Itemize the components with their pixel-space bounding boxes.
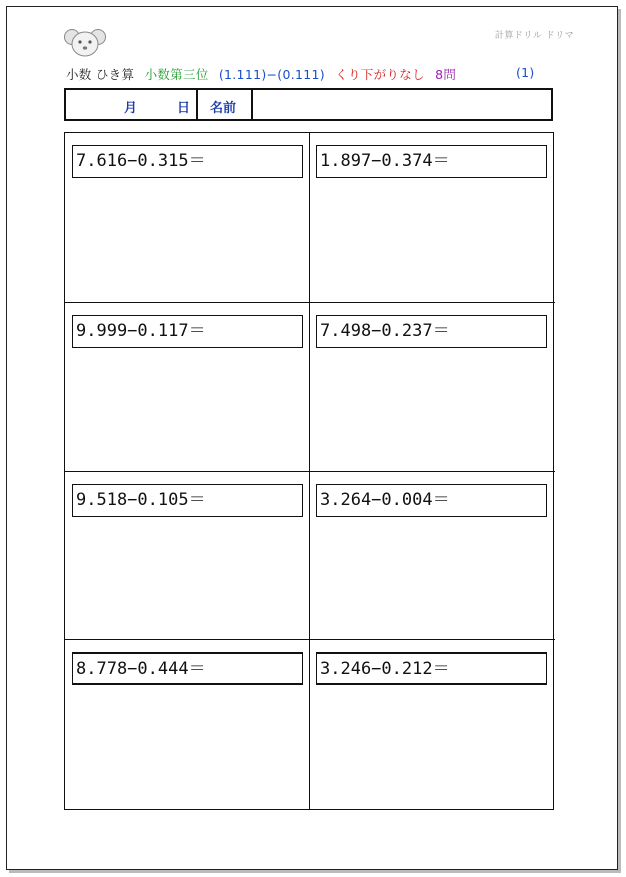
problem-cell [310,303,555,472]
problem-expression: 1.897−0.374＝ [316,145,547,178]
name-label: 名前 [210,101,237,116]
sheet-number: (1) [516,65,535,80]
problem-cell [65,133,310,303]
worksheet-title [66,65,535,83]
brand-label: 計算ドリル ドリマ [494,31,574,41]
problem-cell [65,640,310,809]
problem-cell [310,133,555,303]
problem-expression: 9.999−0.117＝ [72,315,303,348]
problem-expression: 8.778−0.444＝ [72,652,303,685]
title-condition: くり下がりなし [335,67,425,82]
name-divider [251,90,253,119]
problem-grid [64,132,554,810]
problem-expression: 3.246−0.212＝ [316,652,547,685]
problem-cell [310,640,555,809]
problem-expression: 7.616−0.315＝ [72,145,303,178]
title-format: (1.111)−(0.111) [218,67,325,82]
problem-expression: 3.264−0.004＝ [316,484,547,517]
title-level: 小数第三位 [144,67,209,82]
problem-cell [65,472,310,640]
month-label: 月 [124,101,138,116]
date-divider [196,90,198,119]
title-count: 8問 [435,67,457,82]
title-topic: 小数 ひき算 [66,67,135,82]
problem-cell [310,472,555,640]
problem-expression: 9.518−0.105＝ [72,484,303,517]
day-label: 日 [177,101,191,116]
mouse-mascot-icon [64,25,106,59]
problem-cell [65,303,310,472]
date-name-box [64,88,553,121]
problem-expression: 7.498−0.237＝ [316,315,547,348]
